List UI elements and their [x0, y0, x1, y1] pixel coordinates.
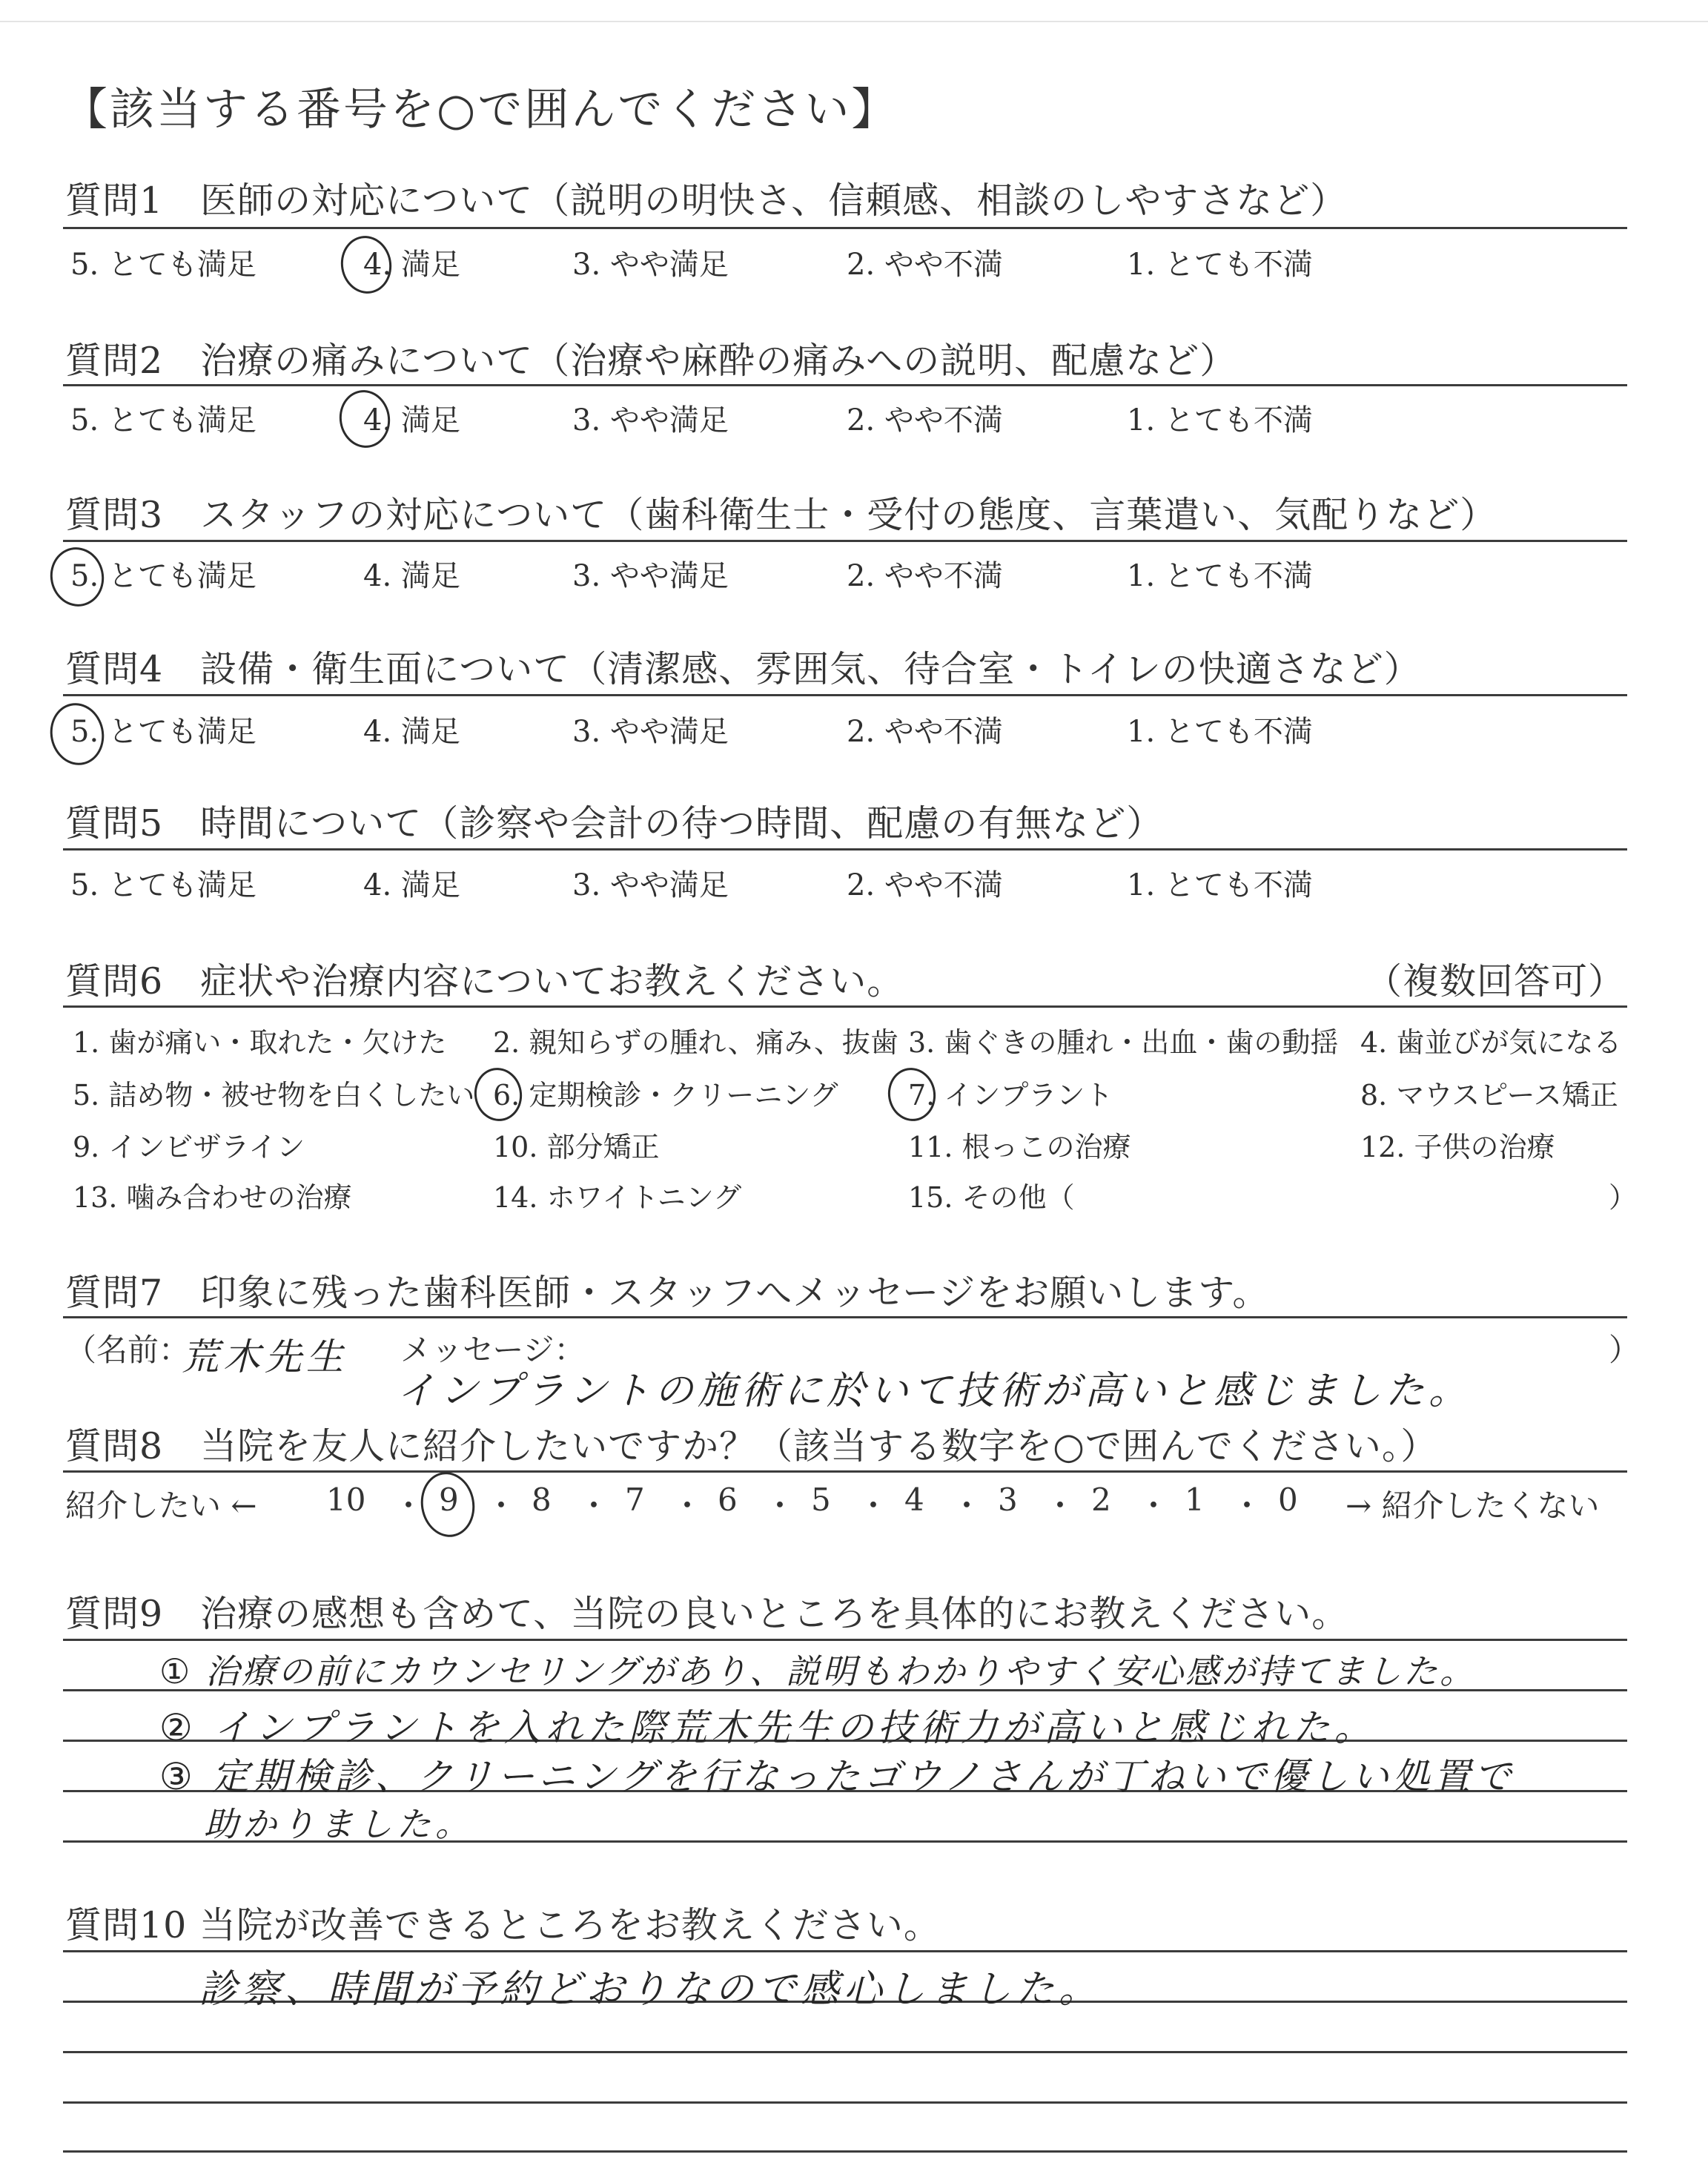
q7-rule — [63, 1316, 1627, 1318]
q8-scale-4[interactable]: 4 — [904, 1482, 924, 1518]
q6-item-15[interactable]: 15. その他（ — [908, 1181, 1075, 1214]
q6-item-14[interactable]: 14. ホワイトニング — [493, 1181, 742, 1214]
q8-title: 質問8 当院を友人に紹介したいですか？（該当する数字を○で囲んでください。） — [65, 1425, 1438, 1467]
instruction-header: 【該当する番号を○で囲んでください】 — [63, 84, 898, 136]
q7-close-paren: ） — [1609, 1332, 1641, 1368]
q10-rule-4 — [63, 2101, 1627, 2104]
q8-dot: ・ — [486, 1487, 517, 1524]
q2-option-5[interactable]: 5. とても満足 — [70, 403, 256, 437]
q7-name-label: （名前： — [65, 1332, 191, 1368]
q6-rule — [63, 1005, 1627, 1008]
q3-option-5[interactable]: 5. とても満足 — [70, 559, 256, 593]
q5-rule — [63, 848, 1627, 851]
q5-option-5[interactable]: 5. とても満足 — [70, 868, 256, 902]
q6-item-5[interactable]: 5. 詰め物・被せ物を白くしたい — [73, 1079, 475, 1112]
q8-scale-7[interactable]: 7 — [625, 1482, 645, 1518]
q2-option-1[interactable]: 1. とても不満 — [1127, 403, 1313, 437]
q7-title: 質問7 印象に残った歯科医師・スタッフへメッセージをお願いします。 — [65, 1272, 1270, 1314]
q3-title: 質問3 スタッフの対応について（歯科衛生士・受付の態度、言葉遣い、気配りなど） — [65, 494, 1497, 536]
q10-rule-5 — [63, 2150, 1627, 2153]
q8-scale-8[interactable]: 8 — [532, 1482, 552, 1518]
q8-dot: ・ — [858, 1487, 890, 1524]
q6-item-6[interactable]: 6. 定期検診・クリーニング — [493, 1079, 838, 1112]
q4-option-5[interactable]: 5. とても満足 — [70, 715, 256, 749]
q8-left-label: 紹介したい ← — [65, 1487, 257, 1524]
q8-scale-2[interactable]: 2 — [1091, 1482, 1111, 1518]
q2-option-4[interactable]: 4. 満足 — [363, 403, 460, 437]
q6-item-10[interactable]: 10. 部分矯正 — [493, 1131, 660, 1163]
q8-scale-10[interactable]: 10 — [326, 1482, 366, 1518]
q7-name-value[interactable]: 荒木先生 — [182, 1335, 348, 1378]
q5-option-3[interactable]: 3. やや満足 — [572, 868, 729, 902]
q1-option-5[interactable]: 5. とても満足 — [70, 248, 256, 282]
q10-rule-3 — [63, 2051, 1627, 2053]
q8-scale-5[interactable]: 5 — [811, 1482, 831, 1518]
q3-rule — [63, 540, 1627, 542]
q8-dot: ・ — [672, 1487, 704, 1524]
q7-message-handwritten[interactable]: インプラントの施術に於いて技術が高いと感じました。 — [397, 1369, 1472, 1413]
q6-item-1[interactable]: 1. 歯が痛い・取れた・欠けた — [73, 1026, 447, 1059]
q8-scale-6[interactable]: 6 — [718, 1482, 738, 1518]
q9-answer-2[interactable]: ② インプラントを入れた際荒木先生の技術力が高いと感じれた。 — [159, 1706, 1376, 1749]
q2-rule — [63, 384, 1627, 386]
q4-option-2[interactable]: 2. やや不満 — [847, 715, 1003, 749]
q6-item-7[interactable]: 7. インプラント — [908, 1079, 1113, 1112]
q9-title: 質問9 治療の感想も含めて、当院の良いところを具体的にお教えください。 — [65, 1593, 1349, 1635]
q1-option-2[interactable]: 2. やや不満 — [847, 248, 1003, 282]
q5-option-2[interactable]: 2. やや不満 — [847, 868, 1003, 902]
q6-item-3[interactable]: 3. 歯ぐきの腫れ・出血・歯の動揺 — [908, 1026, 1339, 1059]
q8-dot: ・ — [764, 1487, 796, 1524]
q8-dot: ・ — [393, 1487, 425, 1524]
q6-item-4[interactable]: 4. 歯並びが気になる — [1360, 1026, 1622, 1059]
q8-dot: ・ — [1231, 1487, 1263, 1524]
q5-option-1[interactable]: 1. とても不満 — [1127, 868, 1313, 902]
q1-title: 質問1 医師の対応について（説明の明快さ、信頼感、相談のしやすさなど） — [65, 179, 1348, 222]
q1-option-3[interactable]: 3. やや満足 — [572, 248, 729, 282]
q6-item-9[interactable]: 9. インビザライン — [73, 1131, 305, 1163]
q8-scale-3[interactable]: 3 — [998, 1482, 1018, 1518]
q6-item-13[interactable]: 13. 噛み合わせの治療 — [73, 1181, 352, 1214]
q10-rule-1 — [63, 1950, 1627, 1952]
q4-option-1[interactable]: 1. とても不満 — [1127, 715, 1313, 749]
q4-rule — [63, 694, 1627, 696]
q8-dot: ・ — [1045, 1487, 1076, 1524]
q8-scale-0[interactable]: 0 — [1278, 1482, 1298, 1518]
q8-selection-circle — [416, 1467, 480, 1541]
q6-item-15-close: ） — [1609, 1181, 1638, 1214]
q6-item-12[interactable]: 12. 子供の治療 — [1360, 1131, 1555, 1163]
q1-option-4[interactable]: 4. 満足 — [363, 248, 460, 282]
q2-option-3[interactable]: 3. やや満足 — [572, 403, 729, 437]
q6-title: 質問6 症状や治療内容についてお教えください。 — [65, 960, 904, 1003]
q4-option-4[interactable]: 4. 満足 — [363, 715, 460, 749]
q4-title: 質問4 設備・衛生面について（清潔感、雰囲気、待合室・トイレの快適さなど） — [65, 648, 1421, 690]
q7-message-label: メッセージ： — [400, 1332, 586, 1368]
q8-scale-9[interactable]: 9 — [439, 1482, 459, 1518]
q9-rule-1 — [63, 1639, 1627, 1641]
q8-rule — [63, 1470, 1627, 1473]
q6-multi-answer-note: （複数回答可） — [1366, 960, 1626, 1003]
q9-answer-3[interactable]: ③ 定期検診、クリーニングを行なったゴウノさんが丁ねいで優しい処置で — [159, 1755, 1515, 1798]
q9-answer-1[interactable]: ① 治療の前にカウンセリングがあり、説明もわかりやすく安心感が持てました。 — [159, 1651, 1476, 1691]
q10-title: 質問10 当院が改善できるところをお教えください。 — [65, 1904, 941, 1946]
q5-option-4[interactable]: 4. 満足 — [363, 868, 460, 902]
q1-rule — [63, 227, 1627, 229]
q8-right-label: → 紹介したくない — [1345, 1487, 1600, 1524]
q3-option-4[interactable]: 4. 満足 — [363, 559, 460, 593]
q8-dot: ・ — [578, 1487, 610, 1524]
q6-item-2[interactable]: 2. 親知らずの腫れ、痛み、抜歯 — [493, 1026, 898, 1059]
q9-answer-3-continued[interactable]: 助かりました。 — [204, 1804, 474, 1844]
q2-title: 質問2 治療の痛みについて（治療や麻酔の痛みへの説明、配慮など） — [65, 340, 1237, 382]
q4-option-3[interactable]: 3. やや満足 — [572, 715, 729, 749]
q3-option-3[interactable]: 3. やや満足 — [572, 559, 729, 593]
q10-answer[interactable]: 診察、時間が予約どおりなので感心しました。 — [199, 1967, 1102, 2012]
q1-option-1[interactable]: 1. とても不満 — [1127, 248, 1313, 282]
q6-item-8[interactable]: 8. マウスピース矯正 — [1360, 1079, 1618, 1112]
q8-dot: ・ — [951, 1487, 983, 1524]
q8-scale-1[interactable]: 1 — [1185, 1482, 1205, 1518]
q3-option-2[interactable]: 2. やや不満 — [847, 559, 1003, 593]
q3-option-1[interactable]: 1. とても不満 — [1127, 559, 1313, 593]
q2-option-2[interactable]: 2. やや不満 — [847, 403, 1003, 437]
q8-dot: ・ — [1138, 1487, 1170, 1524]
top-edge-line — [0, 21, 1708, 22]
q5-title: 質問5 時間について（診察や会計の待つ時間、配慮の有無など） — [65, 802, 1164, 845]
q6-item-11[interactable]: 11. 根っこの治療 — [908, 1131, 1131, 1163]
q2-selection-circle — [335, 386, 395, 452]
